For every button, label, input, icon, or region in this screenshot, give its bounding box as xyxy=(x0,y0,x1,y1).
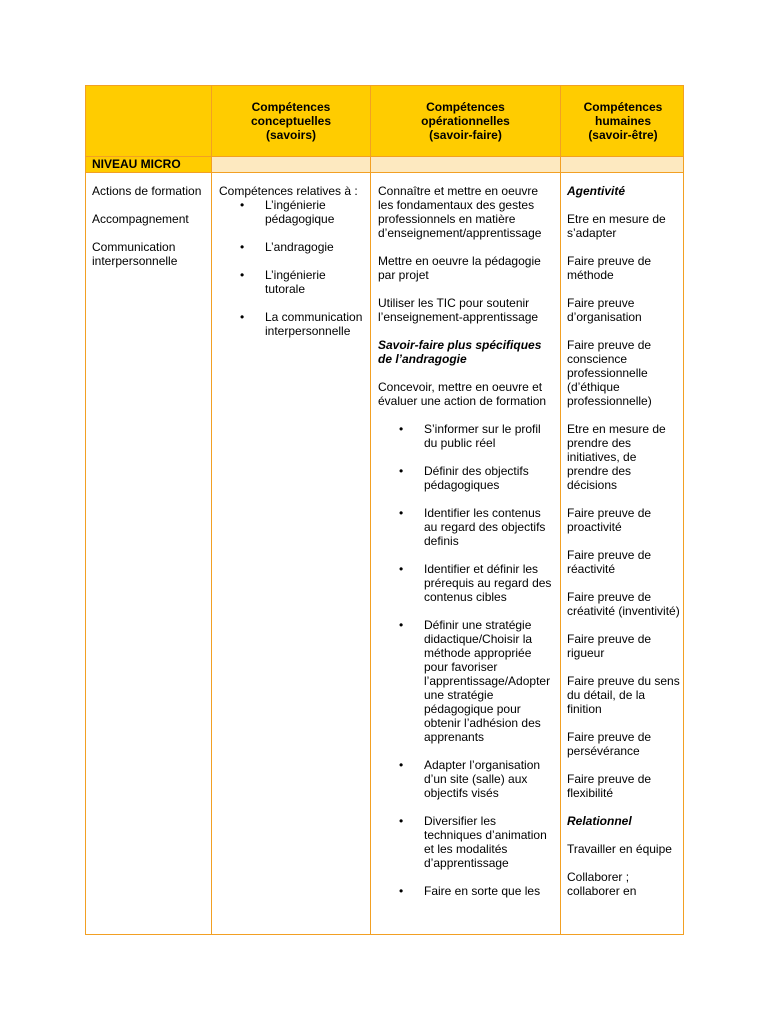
paragraph: Mettre en oeuvre la pédagogie par projet xyxy=(378,254,541,282)
header-cell-empty xyxy=(86,86,211,156)
intro-text: Compétences relatives à : xyxy=(219,184,358,198)
section-heading: Relationnel xyxy=(567,814,632,828)
list-item: • Diversifier les techniques d’animation et les modalités d’apprentissage xyxy=(424,814,554,870)
column-divider xyxy=(560,86,561,934)
column-conceptuelles xyxy=(219,184,367,352)
trait-item: Faire preuve de méthode xyxy=(567,254,652,282)
list-item: • L’andragogie xyxy=(265,240,367,254)
list-item: • S’informer sur le profil du public réel xyxy=(424,422,554,450)
trait-item: Faire preuve de réactivité xyxy=(567,548,652,576)
trait-item: Etre en mesure de prendre des initiatives, de prendre des décisions xyxy=(567,422,666,492)
header-conceptuelles: Compétences conceptuelles (savoirs) xyxy=(250,100,332,142)
trait-item: Faire preuve de conscience professionnelle (d’éthique professionnelle) xyxy=(567,338,652,408)
trait-item: Faire preuve de créativité (inventivité) xyxy=(567,590,680,618)
list-item: • La communication interpersonnelle xyxy=(265,310,367,338)
column-divider xyxy=(211,86,212,934)
action-item: Accompagnement xyxy=(92,212,189,226)
list-item: • Identifier les contenus au regard des objectifs definis xyxy=(424,506,554,548)
row-divider xyxy=(86,172,683,173)
trait-item: Faire preuve de persévérance xyxy=(567,730,652,758)
concept-list xyxy=(219,198,367,338)
level-row-background xyxy=(212,157,683,172)
action-item: Actions de formation xyxy=(92,184,202,198)
competences-table xyxy=(85,85,684,935)
list-item: • Identifier et définir les prérequis au regard des contenus cibles xyxy=(424,562,554,604)
section-heading: Agentivité xyxy=(567,184,626,198)
level-label: NIVEAU MICRO xyxy=(92,157,181,171)
column-operationnelles xyxy=(378,184,556,912)
trait-item: Faire preuve d’organisation xyxy=(567,296,642,324)
list-item: • L’ingénierie pédagogique xyxy=(265,198,367,226)
list-item: • Faire en sorte que les xyxy=(424,884,554,898)
andragogie-list xyxy=(378,422,554,898)
trait-item: Faire preuve du sens du détail, de la finition xyxy=(567,674,680,716)
trait-item: Faire preuve de flexibilité xyxy=(567,772,652,800)
section-heading: Savoir-faire plus spécifiques de l’andragogie xyxy=(378,338,542,366)
action-item: Communication interpersonnelle xyxy=(92,240,178,268)
list-item: • Définir une stratégie didactique/Choisir la méthode appropriée pour favoriser l’apprentissage/Adopter une stratégie pédagogique pour obtenir l’adhésion des apprenants xyxy=(424,618,554,744)
trait-item: Faire preuve de proactivité xyxy=(567,506,652,534)
list-item: • Définir des objectifs pédagogiques xyxy=(424,464,554,492)
list-item: • L’ingénierie tutorale xyxy=(265,268,367,296)
trait-item: Faire preuve de rigueur xyxy=(567,632,652,660)
paragraph: Concevoir, mettre en oeuvre et évaluer une action de formation xyxy=(378,380,547,408)
header-humaines: Compétences humaines (savoir-être) xyxy=(583,100,663,142)
list-item: • Adapter l’organisation d’un site (salle) aux objectifs visés xyxy=(424,758,554,800)
paragraph: Utiliser les TIC pour soutenir l’enseignement-apprentissage xyxy=(378,296,539,324)
column-actions xyxy=(92,184,204,282)
header-operationnelles: Compétences opérationnelles (savoir-faire) xyxy=(421,100,510,142)
column-humaines xyxy=(567,184,680,912)
paragraph: Connaître et mettre en oeuvre les fondamentaux des gestes professionnels en matière d’enseignement/apprentissage xyxy=(378,184,542,240)
trait-item: Collaborer ; collaborer en xyxy=(567,870,637,898)
trait-item: Etre en mesure de s’adapter xyxy=(567,212,666,240)
trait-item: Travailler en équipe xyxy=(567,842,672,856)
column-divider xyxy=(370,86,371,934)
